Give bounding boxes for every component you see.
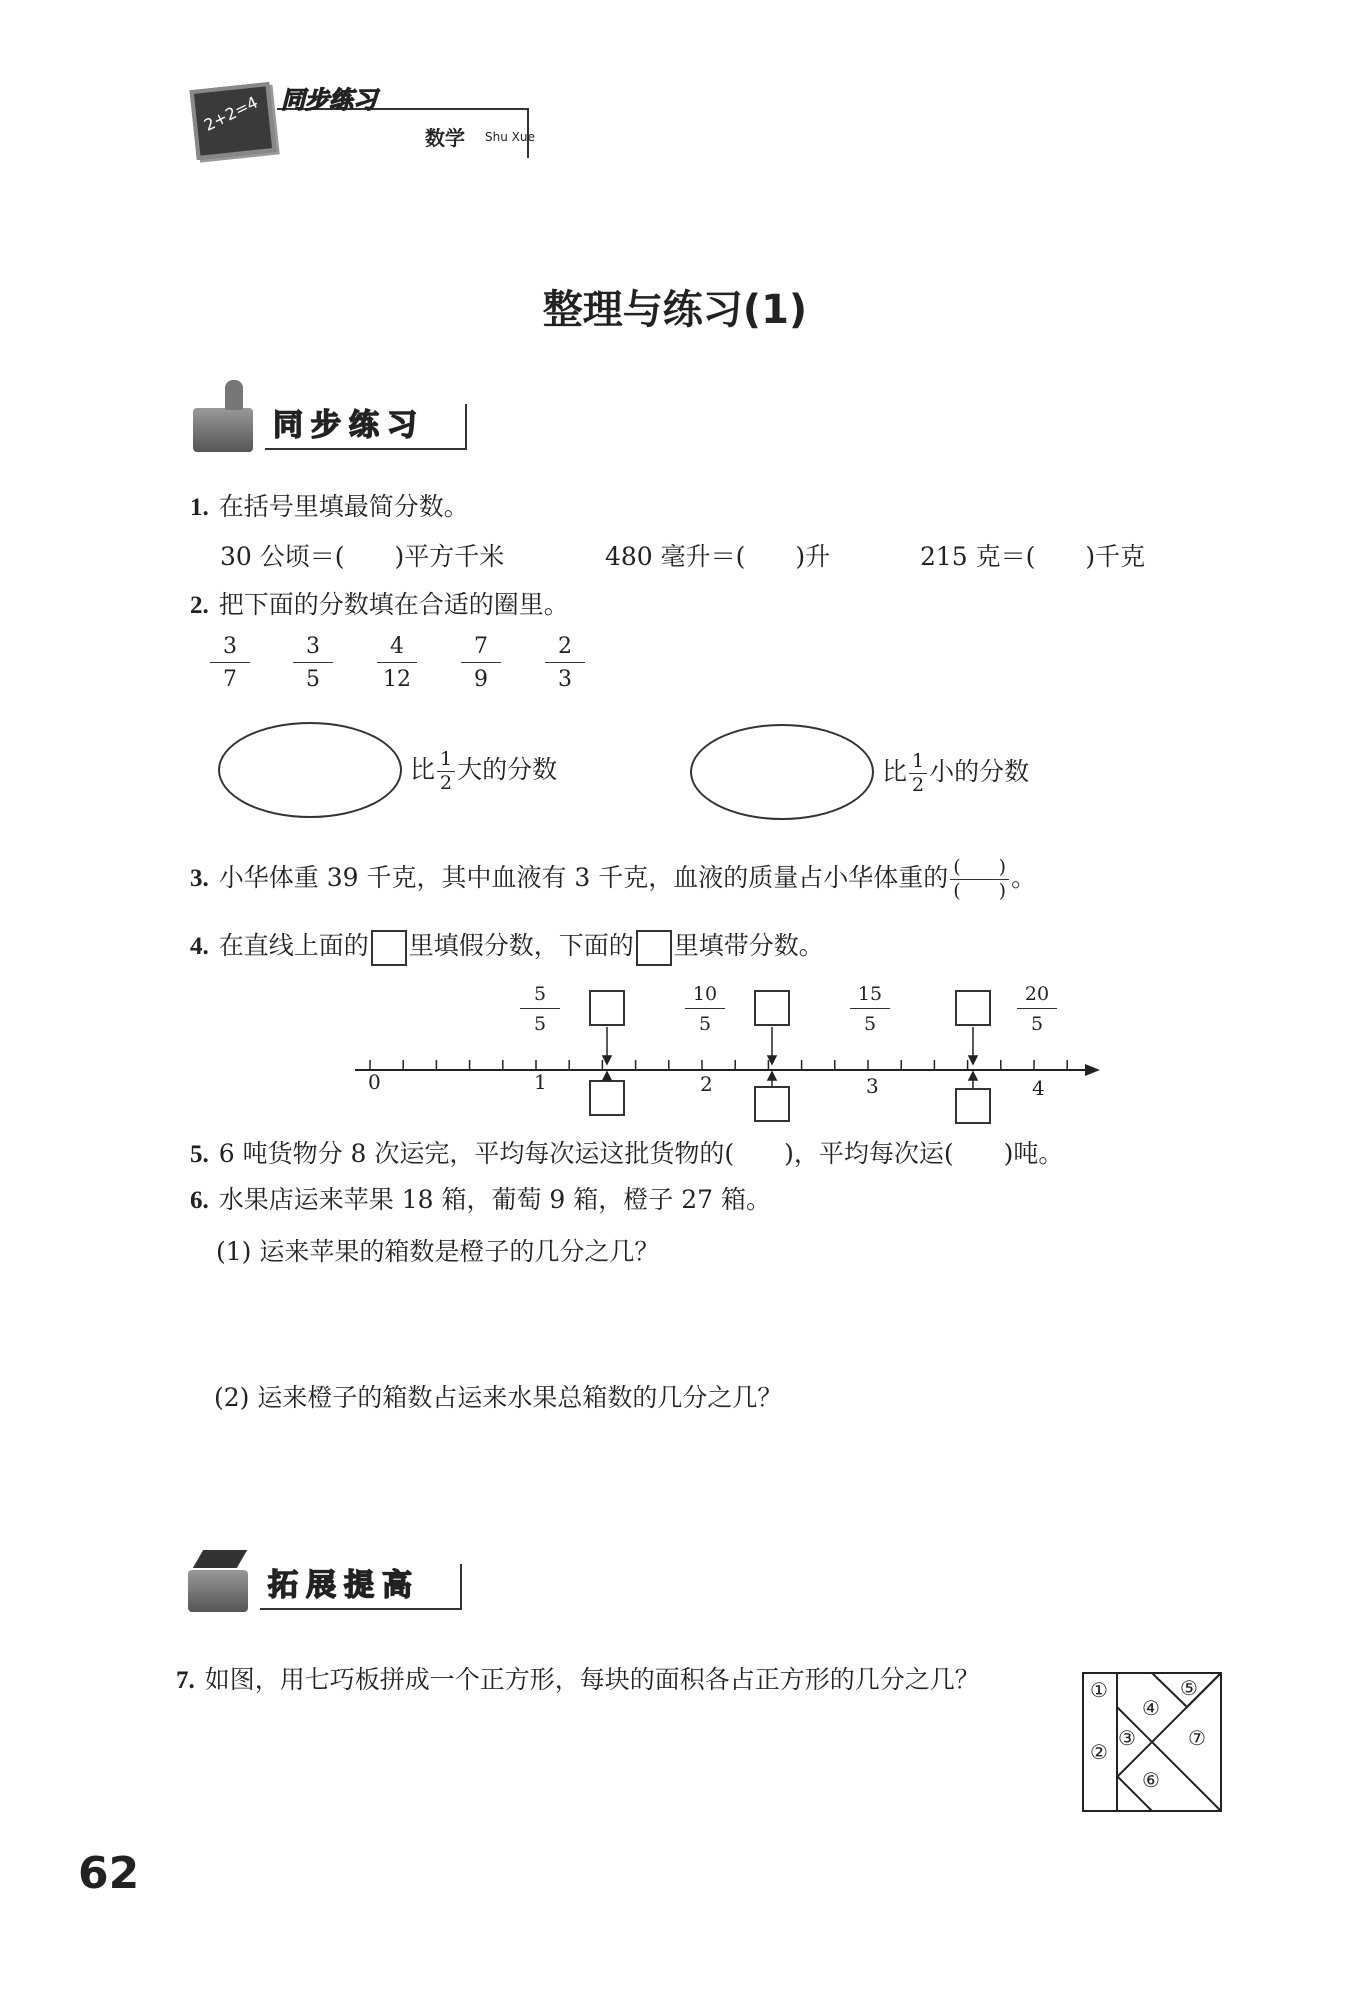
- tick-label: 2: [700, 1072, 713, 1096]
- tangram-piece-4: ④: [1142, 1696, 1160, 1720]
- q2-fraction: $\frac{4}{12}$: [377, 636, 417, 691]
- question-6-sub-2: (2) 运来橙子的箱数占运来水果总箱数的几分之几？: [214, 1383, 783, 1412]
- question-4: 4. 在直线上面的 里填假分数，下面的 里填带分数。: [190, 926, 824, 966]
- answer-fraction-blank[interactable]: ( ) ( ): [950, 858, 1009, 901]
- q4-fraction: $\frac{15}{5}$: [850, 985, 890, 1034]
- series-title: 同步练习: [281, 86, 377, 114]
- tangram-piece-3: ③: [1118, 1726, 1136, 1750]
- question-3: 3. 小华体重 39 千克，其中血液有 3 千克，血液的质量占小华体重的 ( ) ( ) 。: [190, 856, 1037, 902]
- sync-practice-label: 同步练习: [273, 408, 425, 443]
- q1-item-2: 480 毫升＝( )升: [605, 542, 831, 571]
- tangram-piece-1: ①: [1090, 1678, 1108, 1702]
- q2-fraction: $\frac{2}{3}$: [545, 636, 585, 691]
- question-5: 5. 6 吨货物分 8 次运完，平均每次运这批货物的( )，平均每次运( )吨。: [190, 1139, 1064, 1168]
- q1-item-1: 30 公顷＝( )平方千米: [220, 542, 505, 571]
- grad-cap-icon: [193, 1550, 247, 1568]
- tick-label: 4: [1032, 1076, 1045, 1100]
- subject-label: 数学: [425, 126, 465, 150]
- extension-label: 拓展提高: [268, 1568, 420, 1603]
- tick-label: 1: [534, 1070, 547, 1094]
- question-2: 2. 把下面的分数填在合适的圈里。: [190, 590, 569, 619]
- page-number: 62: [78, 1848, 140, 1899]
- smaller-label: 比 $\frac{1}{2}$ 小的分数: [882, 750, 1030, 796]
- question-6-sub-1: (1) 运来苹果的箱数是橙子的几分之几？: [216, 1237, 660, 1266]
- books-icon: [188, 1570, 248, 1612]
- tangram-piece-2: ②: [1090, 1740, 1108, 1764]
- q4-fraction: $\frac{20}{5}$: [1017, 985, 1057, 1034]
- subject-pinyin: Shu Xue: [485, 130, 535, 144]
- q4-fraction: $\frac{10}{5}$: [685, 985, 725, 1034]
- tick-label: 0: [368, 1070, 381, 1094]
- q2-fraction: $\frac{3}{5}$: [293, 636, 333, 691]
- page-title: 整理与练习(1): [542, 287, 808, 333]
- question-7: 7. 如图，用七巧板拼成一个正方形，每块的面积各占正方形的几分之几？: [176, 1665, 980, 1694]
- q2-fraction: $\frac{7}{9}$: [461, 636, 501, 691]
- question-number: 1.: [190, 494, 209, 521]
- chalkboard-text: 2+2=4: [200, 92, 261, 135]
- bigger-label: 比 $\frac{1}{2}$ 大的分数: [410, 748, 558, 794]
- tangram-piece-6: ⑥: [1142, 1768, 1160, 1792]
- question-text: 在括号里填最简分数。: [218, 492, 469, 521]
- tick-label: 3: [866, 1074, 879, 1098]
- q2-fraction: $\frac{3}{7}$: [210, 636, 250, 691]
- question-6: 6. 水果店运来苹果 18 箱，葡萄 9 箱，橙子 27 箱。: [190, 1185, 771, 1214]
- tangram-piece-5: ⑤: [1180, 1676, 1198, 1700]
- q4-fraction: $\frac{5}{5}$: [520, 985, 560, 1034]
- tangram-piece-7: ⑦: [1188, 1726, 1206, 1750]
- q1-item-3: 215 克＝( )千克: [920, 542, 1146, 571]
- extension-banner: [180, 1540, 470, 1620]
